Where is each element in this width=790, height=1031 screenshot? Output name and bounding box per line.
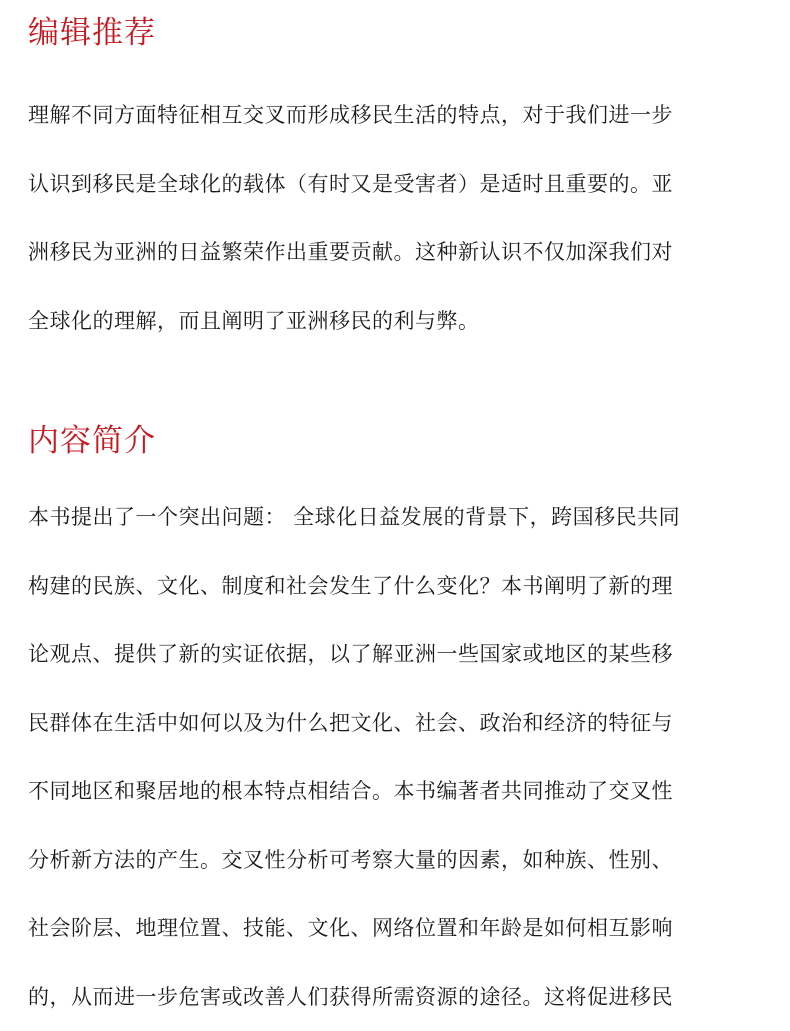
paragraph-line: 认识到移民是全球化的载体（有时又是受害者）是适时且重要的。亚: [28, 150, 768, 219]
editor-recommendation-heading: 编辑推荐: [28, 13, 768, 53]
introduction-section: [28, 421, 768, 1031]
paragraph-line: 分析新方法的产生。交叉性分析可考察大量的因素，如种族、性别、: [28, 826, 768, 895]
editor-recommendation-section: [28, 13, 768, 355]
paragraph-line: 理解不同方面特征相互交叉而形成移民生活的特点，对于我们进一步: [28, 81, 768, 150]
introduction-heading: 内容简介: [28, 421, 768, 461]
paragraph-line: 本书提出了一个突出问题： 全球化日益发展的背景下，跨国移民共同: [28, 483, 768, 552]
paragraph-line: 民群体在生活中如何以及为什么把文化、社会、政治和经济的特征与: [28, 689, 768, 758]
paragraph-line: 全球化的理解，而且阐明了亚洲移民的利与弊。: [28, 287, 768, 356]
editor-recommendation-body: [28, 81, 768, 355]
paragraph-line: 构建的民族、文化、制度和社会发生了什么变化？本书阐明了新的理: [28, 552, 768, 621]
paragraph-line: 洲移民为亚洲的日益繁荣作出重要贡献。这种新认识不仅加深我们对: [28, 218, 768, 287]
paragraph-line: 的，从而进一步危害或改善人们获得所需资源的途径。这将促进移民: [28, 963, 768, 1031]
paragraph-line: 不同地区和聚居地的根本特点相结合。本书编著者共同推动了交叉性: [28, 757, 768, 826]
paragraph-line: 社会阶层、地理位置、技能、文化、网络位置和年龄是如何相互影响: [28, 894, 768, 963]
paragraph-line: 论观点、提供了新的实证依据，以了解亚洲一些国家或地区的某些移: [28, 620, 768, 689]
introduction-body: [28, 483, 768, 1031]
